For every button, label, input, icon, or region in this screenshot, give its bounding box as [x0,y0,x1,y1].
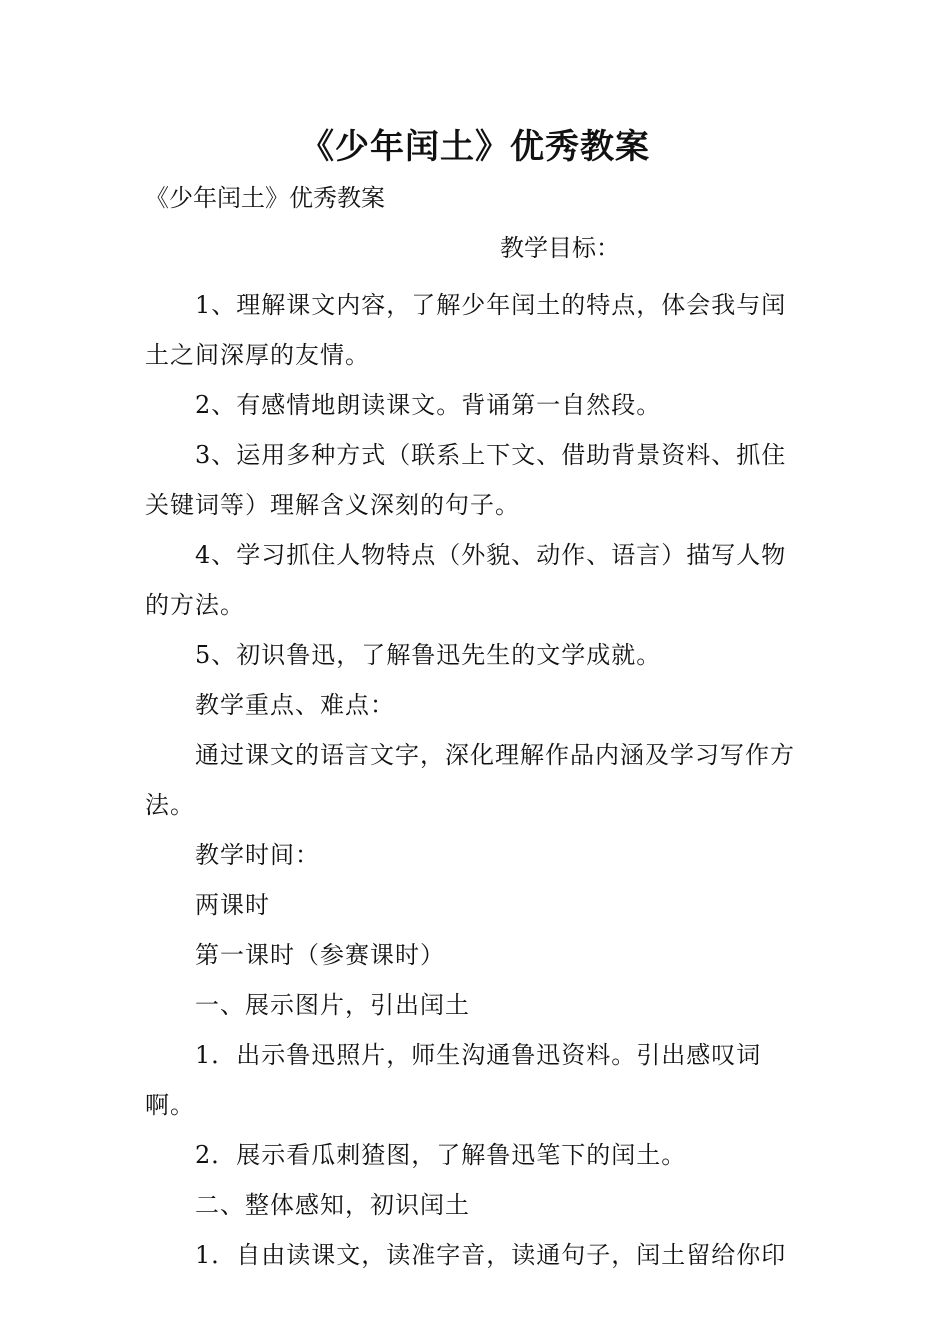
paragraph-key-points: 通过课文的语言文字，深化理解作品内涵及学习写作方法。 [145,741,795,819]
paragraph-step-1-1: 1．出示鲁迅照片，师生沟通鲁迅资料。引出感叹词啊。 [145,1041,762,1119]
teaching-goals-heading: 教学目标： [500,234,620,262]
paragraph-time: 两课时 [195,891,270,919]
paragraph-section-two: 二、整体感知，初识闰土 [195,1191,470,1219]
paragraph-goal-4: 4、学习抓住人物特点（外貌、动作、语言）描写人物的方法。 [145,541,787,619]
paragraph-time-heading: 教学时间： [195,841,320,869]
paragraph-goal-2: 2、有感情地朗读课文。背诵第一自然段。 [195,391,662,419]
paragraph-key-points-heading: 教学重点、难点： [195,691,395,719]
paragraph-step-2-1: 1．自由读课文，读准字音，读通句子，闰土留给你印 [195,1241,787,1269]
document-title: 《少年闰土》优秀教案 [300,127,650,167]
paragraph-lesson-one: 第一课时（参赛课时） [195,941,445,969]
document-body [145,280,810,1280]
paragraph-goal-3: 3、运用多种方式（联系上下文、借助背景资料、抓住关键词等）理解含义深刻的句子。 [145,441,787,519]
document-subtitle: 《少年闰土》优秀教案 [145,184,385,212]
paragraph-goal-5: 5、初识鲁迅，了解鲁迅先生的文学成就。 [195,641,662,669]
paragraph-step-1-2: 2．展示看瓜刺猹图，了解鲁迅笔下的闰土。 [195,1141,687,1169]
paragraph-goal-1: 1、理解课文内容，了解少年闰土的特点，体会我与闰土之间深厚的友情。 [145,291,787,369]
paragraph-section-one: 一、展示图片，引出闰土 [195,991,470,1019]
